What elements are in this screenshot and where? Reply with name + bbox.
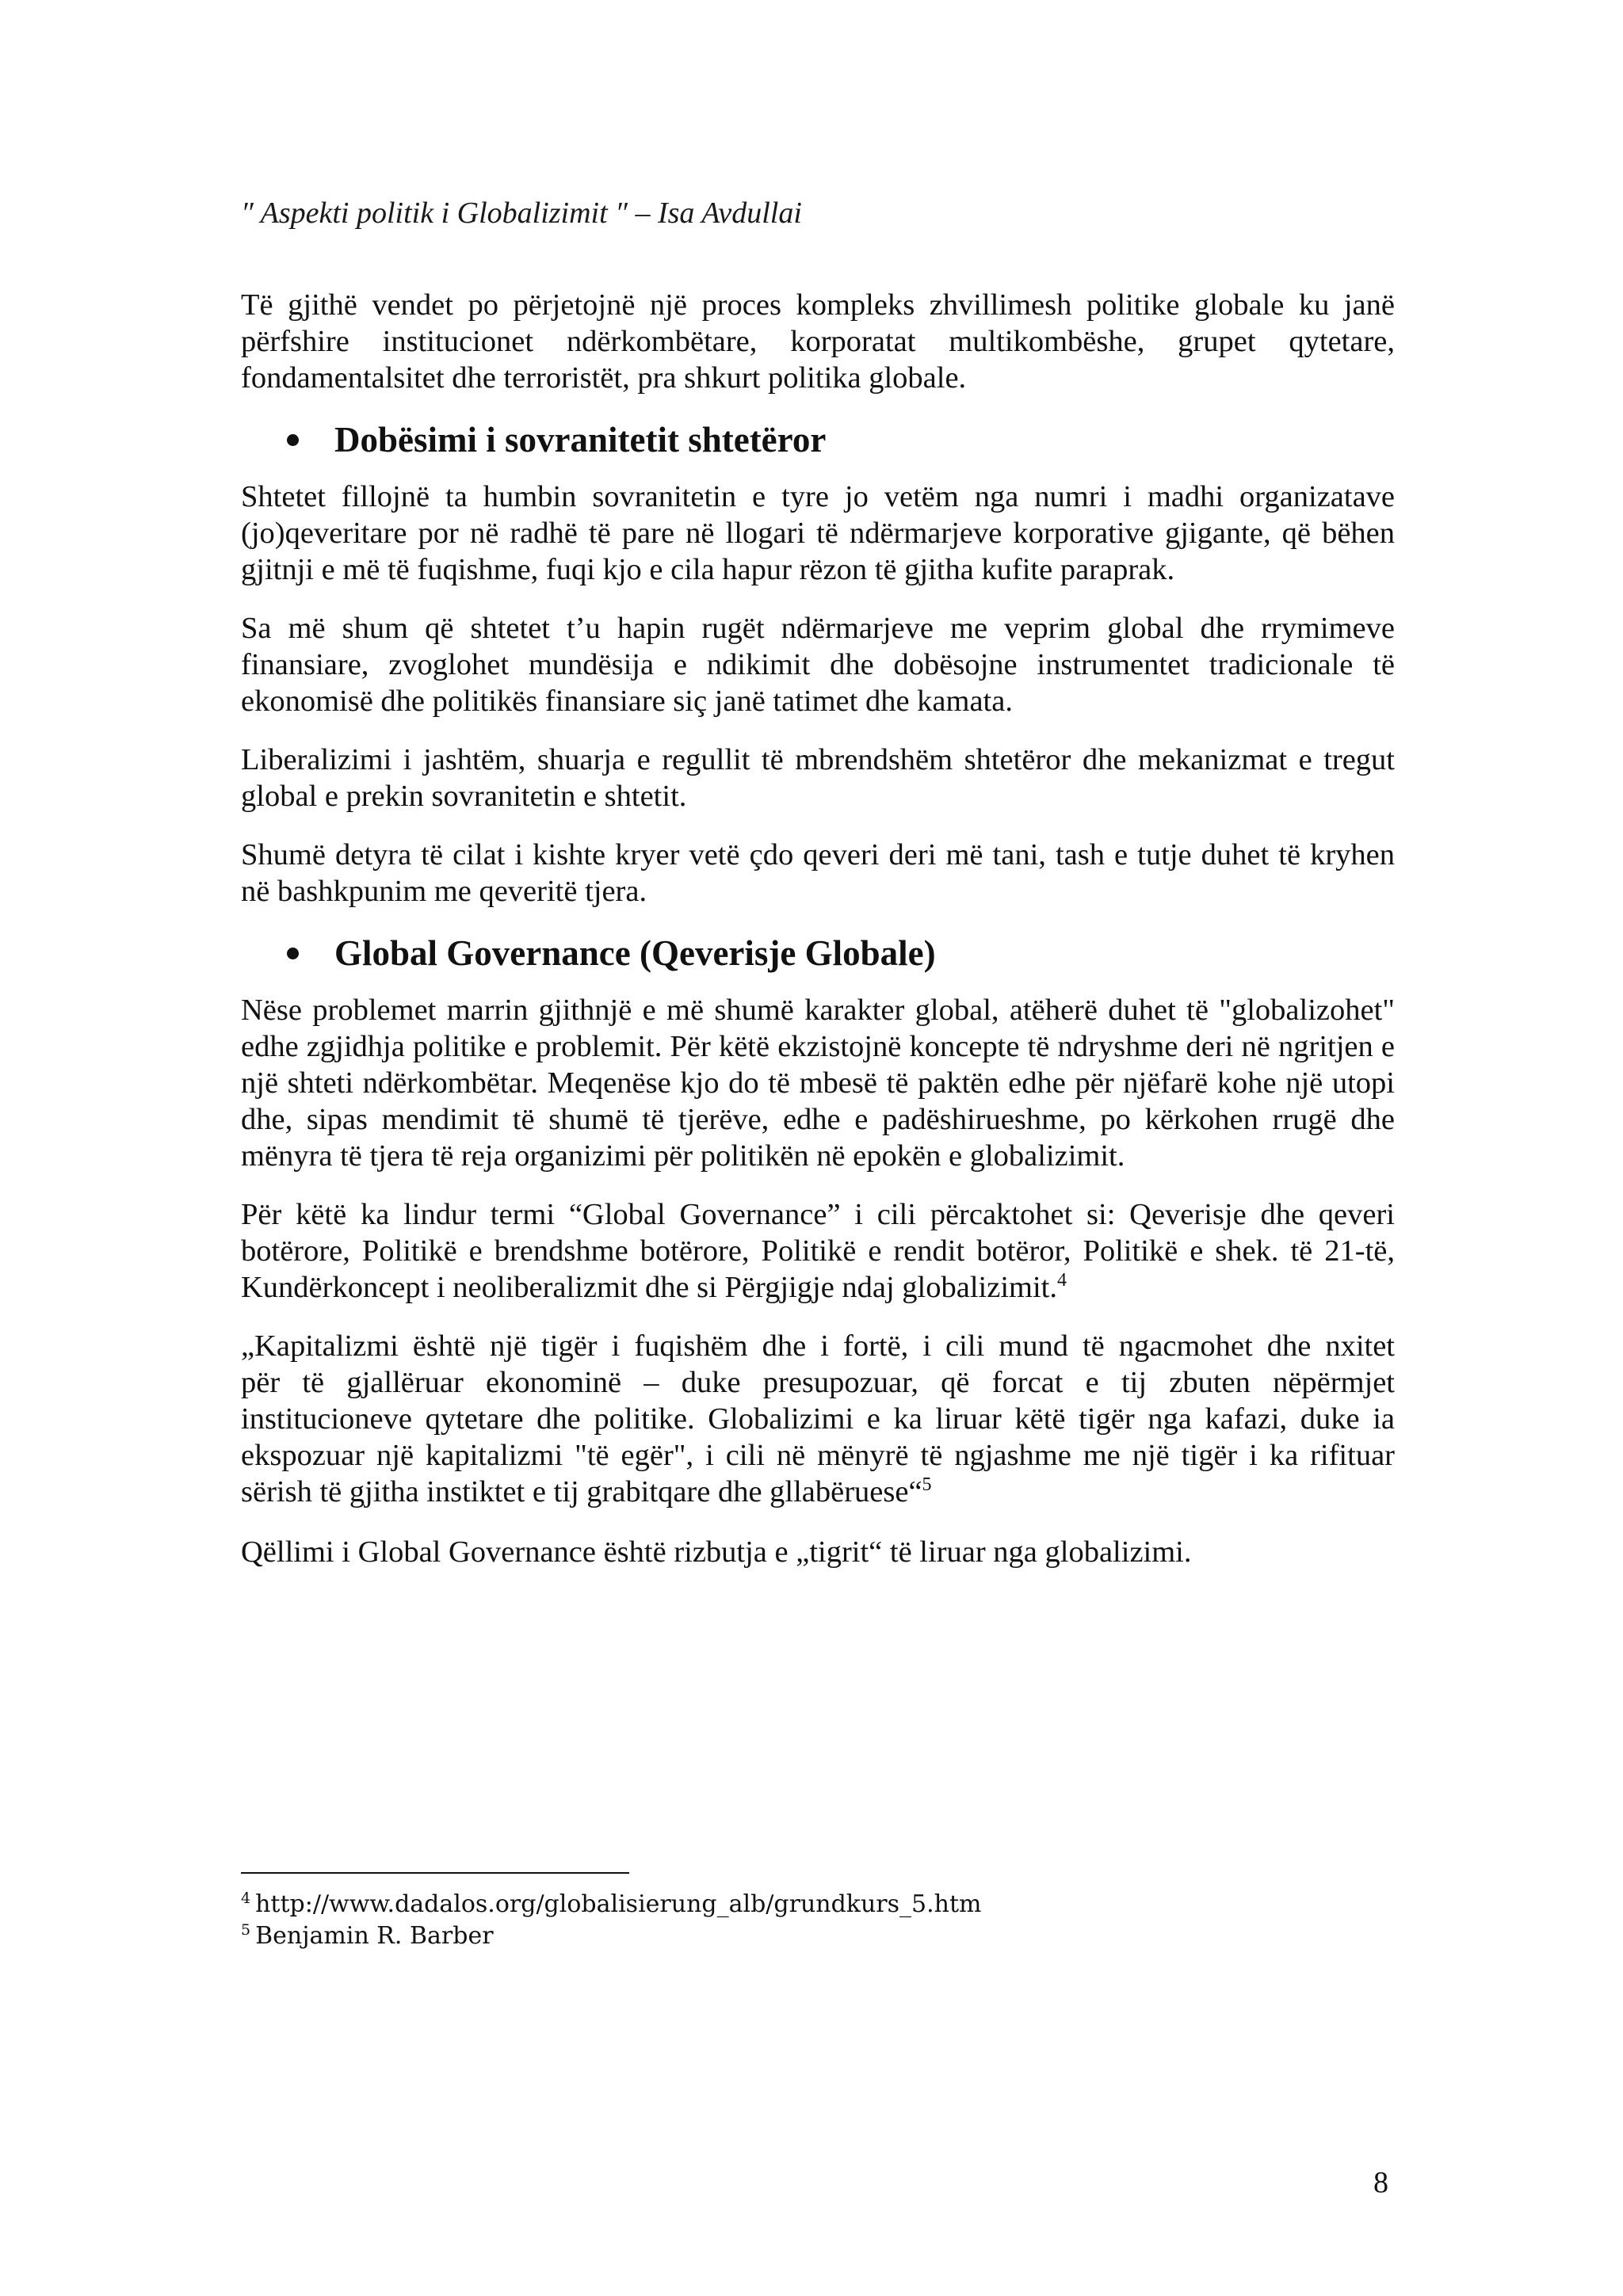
bullet-icon bbox=[287, 434, 299, 446]
footnote-ref-4[interactable]: 4 bbox=[1057, 1270, 1067, 1291]
bullet-icon bbox=[287, 948, 299, 959]
quote-line: ekspozuar një kapitalizmi "të egër", i cili në mënyrë të ngjashme me një tigër i ka rifituar bbox=[241, 1439, 1395, 1472]
footnote-number: 4 bbox=[241, 1890, 251, 1907]
footnote-separator bbox=[241, 1872, 629, 1874]
quote-line: „Kapitalizmi është një tigër i fuqishëm dhe i fortë, i cili mund të ngacmohet dhe nxitet bbox=[241, 1329, 1395, 1363]
footnote-text: Benjamin R. Barber bbox=[255, 1922, 494, 1950]
intro-paragraph: Të gjithë vendet po përjetojnë një proces kompleks zhvillimesh politike globale ku janë përfshire institucionet ndërkombëtare, korporatat multikombëshe, grupet qytetare, fondamentalsitet dhe terroristët, pra shkurt politika globale. bbox=[241, 288, 1395, 395]
quote-line: për të gjallëruar ekonominë – duke presupozuar, që forcat e tij zbuten nëpërmjet bbox=[241, 1366, 1395, 1399]
body-paragraph: Shumë detyra të cilat i kishte kryer vetë çdo qeveri deri më tani, tash e tutje duhet të kryhen në bashkpunim me qeveritë tjera. bbox=[241, 838, 1395, 908]
closing-paragraph: Qëllimi i Global Governance është rizbutja e „tigrit“ të liruar nga globalizimi. bbox=[241, 1535, 1192, 1569]
definition-paragraph bbox=[241, 1196, 1395, 1306]
section-heading-sovereignty bbox=[241, 418, 1395, 461]
body-paragraph: Sa më shum që shtetet t’u hapin rugët ndërmarjeve me veprim global dhe rrymimeve finansiare, zvoglohet mundësija e ndikimit dhe dobësojne instrumentet tradicionale të ekonomisë dhe politikës finansiare siç janë tatimet dhe kamata. bbox=[241, 612, 1395, 718]
section-heading-global-governance bbox=[241, 932, 1395, 974]
quote-line: institucioneve qytetare dhe politike. Globalizimi e ka liruar këtë tigër nga kafazi, duke ia bbox=[241, 1402, 1395, 1436]
body-paragraph: Liberalizimi i jashtëm, shuarja e regullit të mbrendshëm shtetëror dhe mekanizmat e tregut global e prekin sovranitetin e shtetit. bbox=[241, 743, 1395, 813]
footnote-link[interactable]: http://www.dadalos.org/globalisierung_alb/grundkurs_5.htm bbox=[255, 1890, 982, 1918]
footnote-4 bbox=[241, 1889, 982, 1920]
quote-line: sërish të gjitha instiktet e tij grabitqare dhe gllabëruese“ bbox=[241, 1475, 922, 1508]
quote-line-last bbox=[241, 1474, 1395, 1510]
body-paragraph: Shtetet fillojnë ta humbin sovranitetin e tyre jo vetëm nga numri i madhi organizatave (jo)qeveritare por në radhë të pare në llogari të ndërmarjeve korporative gjigante, që bëhen gjitnji e më të fuqishme, fuqi kjo e cila hapur rëzon të gjitha kufite paraprak. bbox=[241, 480, 1395, 586]
definition-text: Për këtë ka lindur termi “Global Governance” i cili përcaktohet si: Qeverisje dhe qeveri botërore, Politikë e brendshme botërore, Politikë e rendit botëror, Politikë e shek. të 21-të, Kundërkoncept i neoliberalizmit dhe si Përgjigje ndaj globalizimit. bbox=[241, 1198, 1395, 1304]
page-body bbox=[241, 287, 1395, 1592]
block-quote bbox=[241, 1328, 1395, 1510]
body-paragraph: Nëse problemet marrin gjithnjë e më shumë karakter global, atëherë duhet të "globalizohet" edhe zgjidhja politike e problemit. Për këtë ekzistojnë koncepte të ndryshme deri në ngritjen e një shteti ndërkombëtar. Meqenëse kjo do të mbesë të paktën edhe për njëfarë kohe një utopi dhe, sipas mendimit të shumë të tjerëve, edhe e padëshirueshme, po kërkohen rrugë dhe mënyra të tjera të reja organizimi për politikën në epokën e globalizimit. bbox=[241, 994, 1395, 1173]
section-heading-text: Dobësimi i sovranitetit shtetëror bbox=[334, 420, 827, 460]
footnote-number: 5 bbox=[241, 1921, 251, 1939]
page-number: 8 bbox=[1373, 2166, 1388, 2199]
footnotes bbox=[241, 1889, 982, 1952]
footnote-ref-5[interactable]: 5 bbox=[922, 1474, 932, 1496]
running-header: ″ Aspekti politik i Globalizimit ″ – Isa Avdullai bbox=[241, 196, 802, 230]
footnote-5 bbox=[241, 1920, 982, 1952]
section-heading-text: Global Governance (Qeverisje Globale) bbox=[334, 933, 936, 973]
